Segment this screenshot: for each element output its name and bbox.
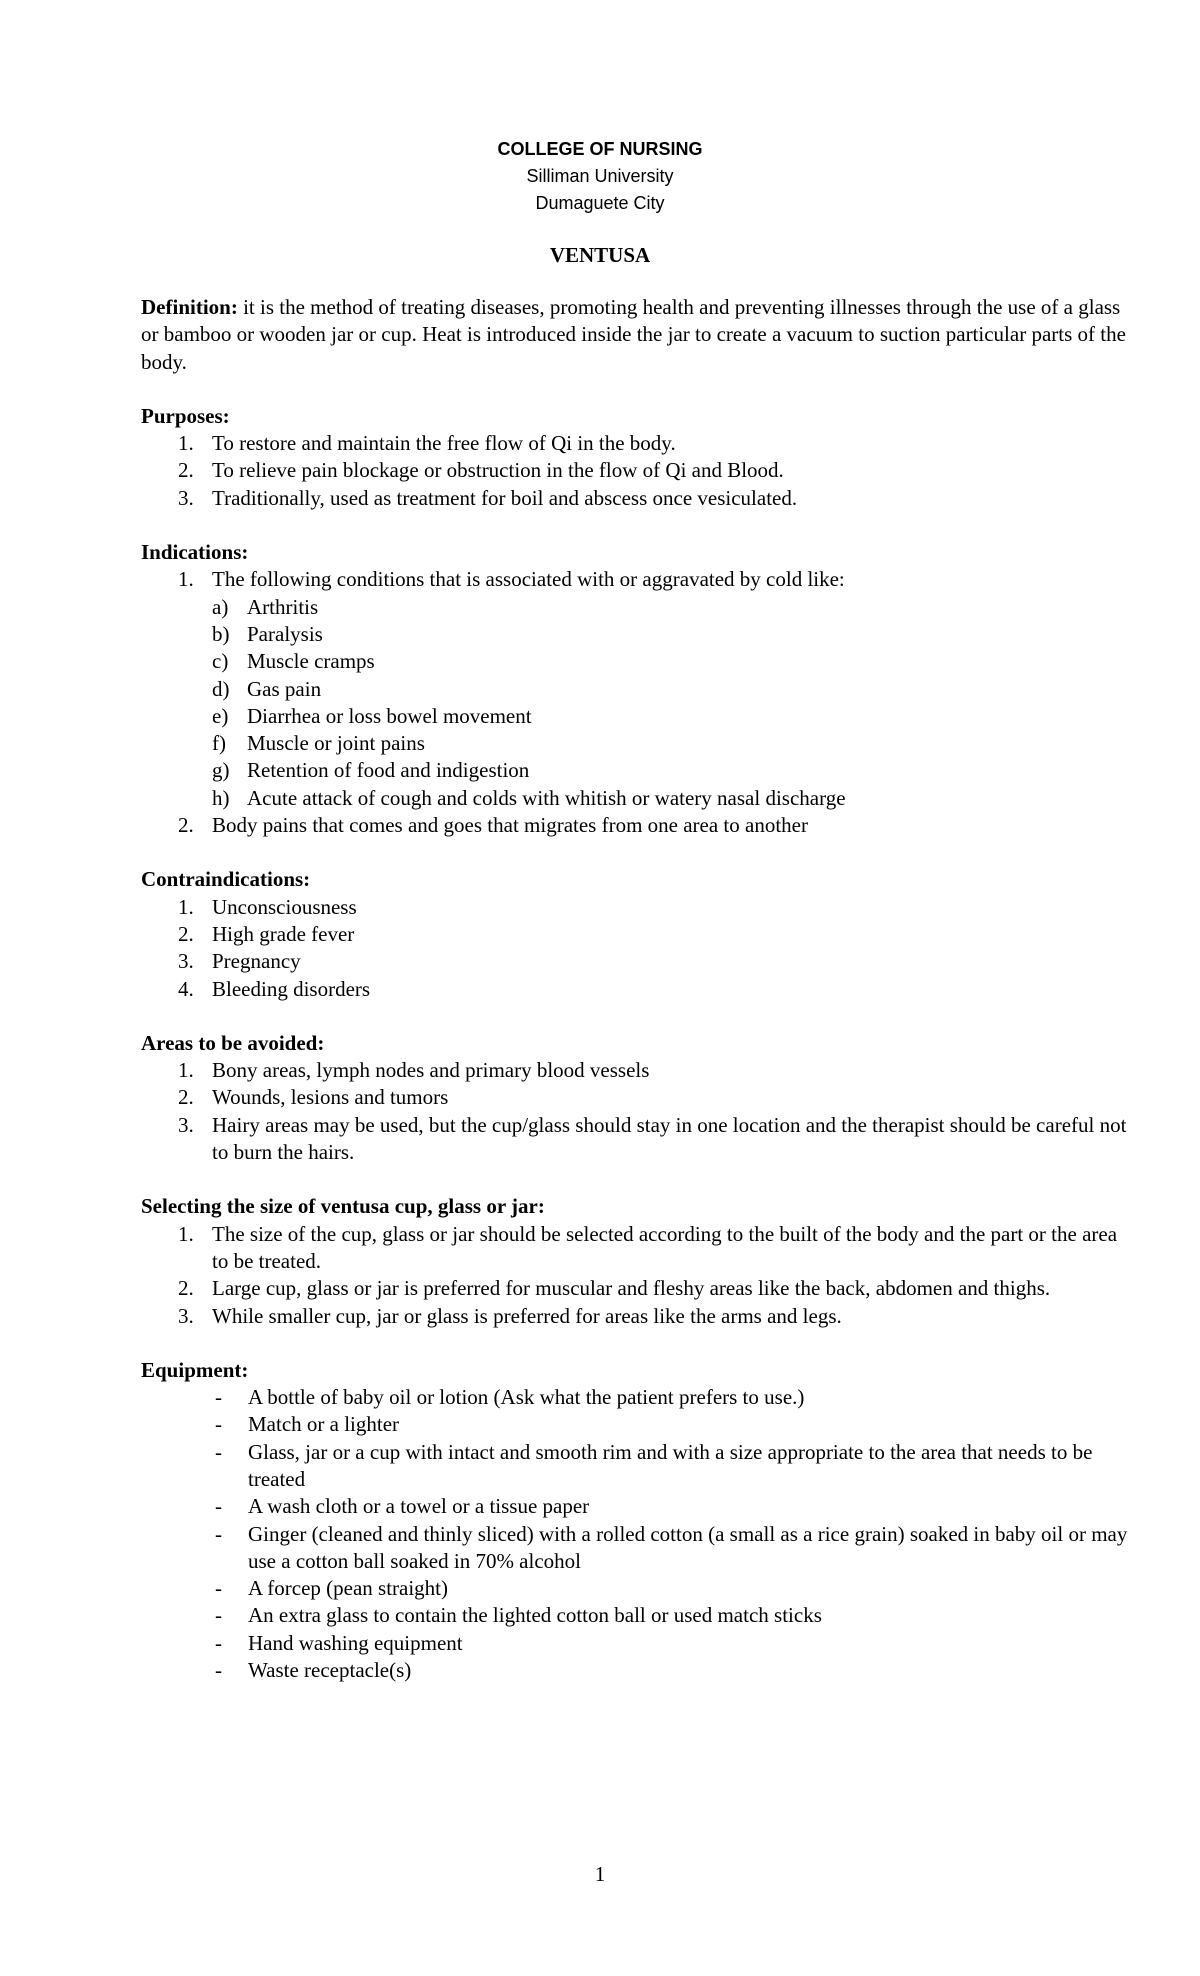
list-marker: - — [215, 1494, 222, 1519]
list-marker: 1. — [178, 567, 194, 592]
list-item — [141, 894, 1135, 921]
sub-list-marker: d) — [212, 676, 230, 701]
list-marker: - — [215, 1603, 222, 1628]
list-item — [141, 1630, 1135, 1657]
list-item — [141, 1057, 1135, 1084]
sub-list-item-text: Paralysis — [247, 621, 323, 646]
list-item-text: A wash cloth or a towel or a tissue paper — [248, 1494, 590, 1519]
list-item-text: Traditionally, used as treatment for boil and abscess once vesiculated. — [212, 485, 798, 510]
list-item — [141, 1112, 1135, 1167]
sub-list-marker: g) — [212, 758, 230, 783]
list-marker: - — [215, 1412, 222, 1437]
list-marker: 2. — [178, 1276, 194, 1301]
list-item — [141, 1221, 1135, 1276]
sub-list-item — [212, 785, 1135, 812]
list-item-text: Ginger (cleaned and thinly sliced) with a rolled cotton (a small as a rice grain) soaked in baby oil or may use a cotton ball soaked in 70% alcohol — [248, 1521, 1128, 1573]
sub-list-marker: c) — [212, 649, 229, 674]
purposes-section — [141, 403, 1135, 512]
sub-list-marker: f) — [212, 731, 226, 756]
purposes-heading: Purposes: — [141, 403, 230, 428]
list-item-text: Hairy areas may be used, but the cup/glass should stay in one location and the therapist should be careful not to burn the hairs. — [212, 1112, 1127, 1165]
list-item — [141, 430, 1135, 457]
list-item — [141, 1303, 1135, 1330]
sub-list-item-text: Acute attack of cough and colds with whitish or watery nasal discharge — [247, 785, 846, 810]
list-item — [141, 457, 1135, 484]
sub-list-marker: b) — [212, 621, 230, 646]
list-item — [141, 976, 1135, 1003]
list-item-text: Unconsciousness — [212, 894, 357, 919]
list-marker: 3. — [178, 1112, 194, 1137]
contraindications-list — [141, 894, 1135, 1003]
list-item — [141, 485, 1135, 512]
list-item-text: Body pains that comes and goes that migrates from one area to another — [212, 813, 808, 838]
list-item-text: Waste receptacle(s) — [248, 1658, 412, 1683]
definition-text: it is the method of treating diseases, promoting health and preventing illnesses through the use of a glass or bamboo or wooden jar or cup. Heat is introduced inside the jar to create a vacuum to suction particular parts of the body. — [141, 295, 1126, 374]
indications-list — [141, 566, 1135, 839]
areas-avoided-list — [141, 1057, 1135, 1166]
city-name: Dumaguete City — [535, 193, 665, 213]
list-item-text: Bleeding disorders — [212, 976, 371, 1001]
sub-list-item — [212, 648, 1135, 675]
list-marker: - — [215, 1521, 222, 1546]
list-marker: - — [215, 1630, 222, 1655]
equipment-heading: Equipment: — [141, 1357, 249, 1382]
list-marker: 3. — [178, 1303, 194, 1328]
list-item-text: An extra glass to contain the lighted cotton ball or used match sticks — [248, 1603, 822, 1628]
list-item-text: To relieve pain blockage or obstruction in the flow of Qi and Blood. — [212, 458, 784, 483]
list-item — [141, 948, 1135, 975]
list-item — [141, 1384, 1135, 1411]
list-item — [141, 1521, 1135, 1576]
list-item-text: To restore and maintain the free flow of Qi in the body. — [212, 431, 676, 456]
list-marker: 1. — [178, 1058, 194, 1083]
contraindications-section — [141, 866, 1135, 1002]
list-item-text: Bony areas, lymph nodes and primary blood vessels — [212, 1058, 650, 1083]
sub-list-item-text: Muscle or joint pains — [247, 731, 425, 756]
list-marker: - — [215, 1385, 222, 1410]
list-marker: 2. — [178, 813, 194, 838]
list-marker: 4. — [178, 976, 194, 1001]
list-item-text: A forcep (pean straight) — [248, 1576, 449, 1601]
list-marker: - — [215, 1576, 222, 1601]
list-marker: - — [215, 1439, 222, 1464]
sub-list-item-text: Arthritis — [247, 594, 319, 619]
indications-section — [141, 539, 1135, 839]
document-header — [0, 136, 1200, 217]
sub-list-item-text: Muscle cramps — [247, 649, 375, 674]
list-item-text: Match or a lighter — [248, 1412, 400, 1437]
definition-paragraph — [141, 294, 1135, 376]
list-item-text: While smaller cup, jar or glass is preferred for areas like the arms and legs. — [212, 1303, 842, 1328]
list-item — [141, 1439, 1135, 1494]
list-marker: 3. — [178, 485, 194, 510]
list-marker: - — [215, 1658, 222, 1683]
sub-list-item-text: Retention of food and indigestion — [247, 758, 530, 783]
areas-avoided-heading: Areas to be avoided: — [141, 1030, 325, 1055]
list-item — [141, 1602, 1135, 1629]
sub-list-marker: a) — [212, 594, 229, 619]
equipment-list — [141, 1384, 1135, 1684]
selecting-size-section — [141, 1193, 1135, 1329]
list-item — [141, 1657, 1135, 1684]
university-name: Silliman University — [526, 166, 674, 186]
list-item — [141, 812, 1135, 839]
equipment-section — [141, 1357, 1135, 1685]
sub-list-item — [212, 621, 1135, 648]
list-item — [141, 1575, 1135, 1602]
list-item — [141, 1493, 1135, 1520]
sub-list-item-text: Gas pain — [247, 676, 322, 701]
list-item — [141, 1084, 1135, 1111]
list-item — [141, 1411, 1135, 1438]
indications-heading: Indications: — [141, 540, 249, 565]
list-item — [141, 921, 1135, 948]
list-marker: 2. — [178, 1085, 194, 1110]
selecting-size-heading: Selecting the size of ventusa cup, glass or jar: — [141, 1194, 545, 1219]
list-marker: 1. — [178, 431, 194, 456]
list-item-text: Pregnancy — [212, 949, 301, 974]
list-item-text: High grade fever — [212, 921, 355, 946]
list-item-text: A bottle of baby oil or lotion (Ask what the patient prefers to use.) — [248, 1385, 805, 1410]
page-number: 1 — [594, 1862, 606, 1886]
list-item-text: Hand washing equipment — [248, 1630, 463, 1655]
list-marker: 1. — [178, 1221, 194, 1246]
list-marker: 1. — [178, 894, 194, 919]
document-body — [141, 294, 1135, 1684]
list-item — [141, 566, 1135, 812]
list-item-text: The size of the cup, glass or jar should be selected according to the built of the body and the part or the area to be treated. — [212, 1221, 1118, 1273]
areas-avoided-section — [141, 1030, 1135, 1166]
list-item-text: The following conditions that is associated with or aggravated by cold like: — [212, 567, 845, 592]
list-marker: 2. — [178, 921, 194, 946]
definition-label: Definition: — [141, 295, 238, 319]
college-name: COLLEGE OF NURSING — [497, 139, 703, 159]
document-title: VENTUSA — [549, 243, 651, 267]
contraindications-heading: Contraindications: — [141, 867, 311, 892]
sub-list-item — [212, 703, 1135, 730]
sub-list-item — [212, 730, 1135, 757]
list-marker: 3. — [178, 949, 194, 974]
sub-list-marker: h) — [212, 785, 230, 810]
purposes-list — [141, 430, 1135, 512]
sub-list-marker: e) — [212, 703, 229, 728]
list-item-text: Large cup, glass or jar is preferred for muscular and fleshy areas like the back, abdomen and thighs. — [212, 1276, 1051, 1301]
sub-list-item-text: Diarrhea or loss bowel movement — [247, 703, 532, 728]
sub-list-item — [212, 594, 1135, 621]
list-marker: 2. — [178, 458, 194, 483]
indications-sub-list — [212, 594, 1135, 812]
sub-list-item — [212, 676, 1135, 703]
list-item-text: Glass, jar or a cup with intact and smooth rim and with a size appropriate to the area that needs to be treated — [248, 1439, 1093, 1491]
selecting-size-list — [141, 1221, 1135, 1330]
sub-list-item — [212, 757, 1135, 784]
list-item-text: Wounds, lesions and tumors — [212, 1085, 449, 1110]
list-item — [141, 1275, 1135, 1302]
